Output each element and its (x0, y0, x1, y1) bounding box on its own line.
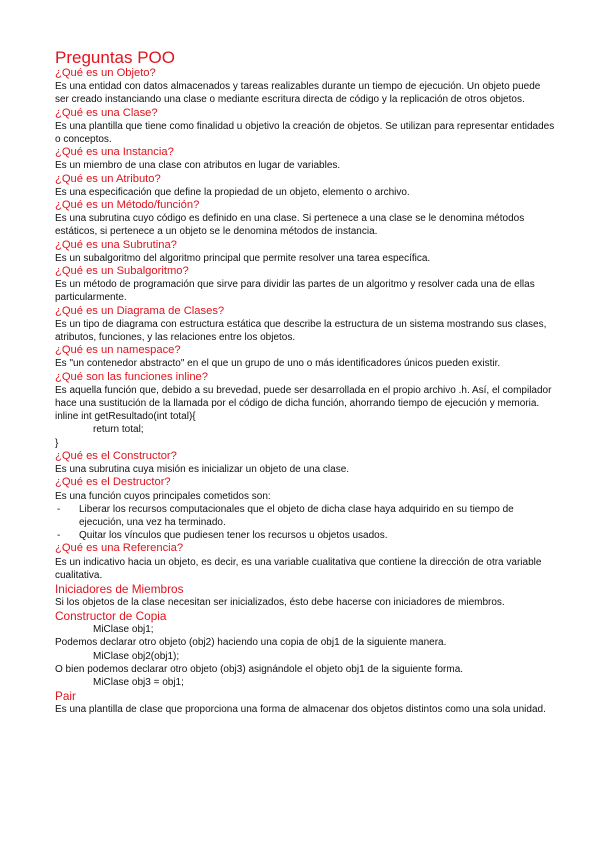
question-heading: ¿Qué es un Atributo? (55, 172, 161, 185)
section-text: Podemos declarar otro objeto (obj2) haciendo una copia de obj1 de la siguiente manera. (55, 637, 447, 649)
section-heading: Constructor de Copia (55, 609, 167, 624)
question-heading: ¿Qué es una Clase? (55, 106, 158, 119)
code-line: return total; (93, 424, 144, 436)
section-text: Si los objetos de la clase necesitan ser inicializados, ésto debe hacerse con iniciadores de miembros. (55, 596, 505, 608)
question-heading: ¿Qué es un namespace? (55, 344, 181, 357)
section-text: Es una plantilla de clase que proporciona una forma de almacenar dos objetos distintos como una sola unidad. (55, 704, 546, 716)
question-heading: ¿Qué es un Diagrama de Clases? (55, 304, 225, 317)
bullet-item (55, 503, 555, 529)
answer-text: Es una subrutina cuya misión es inicializar un objeto de una clase. (55, 464, 350, 476)
answer-text: Es un miembro de una clase con atributos en lugar de variables. (55, 160, 341, 172)
bullet-dash: - (57, 503, 61, 515)
question-subrutina (55, 239, 555, 265)
question-metodo (55, 199, 555, 239)
section-heading: Pair (55, 689, 76, 704)
question-diagrama (55, 305, 555, 345)
section-pair (55, 689, 555, 716)
question-heading: ¿Qué es una Instancia? (55, 146, 174, 159)
code-line: MiClase obj1; (93, 624, 154, 636)
bullet-dash: - (57, 530, 61, 542)
bullet-text: Quitar los vínculos que pudiesen tener los recursos u objetos usados. (79, 530, 388, 542)
answer-text: Es una especificación que define la propiedad de un objeto, elemento o archivo. (55, 186, 410, 198)
bullet-item (55, 529, 555, 542)
question-referencia (55, 542, 555, 582)
code-line: MiClase obj2(obj1); (93, 650, 180, 662)
answer-text: Es "un contenedor abstracto" en el que un grupo de uno o más identificadores únicos pueden existir. (55, 358, 501, 370)
question-heading: ¿Qué es el Constructor? (55, 449, 177, 462)
section-heading: Iniciadores de Miembros (55, 581, 184, 596)
section-text: O bien podemos declarar otro objeto (obj3) asignándole el objeto obj1 de la siguiente forma. (55, 663, 464, 675)
answer-text: Es un subalgoritmo del algoritmo principal que permite resolver una tarea específica. (55, 252, 431, 264)
answer-text: Es un método de programación que sirve para dividir las partes de un algoritmo y resolver cada una de ellas particularmente. (55, 279, 535, 304)
question-inline (55, 371, 555, 450)
question-heading: ¿Qué son las funciones inline? (55, 370, 208, 383)
bullet-text: Liberar los recursos computacionales que el objeto de dicha clase haya adquirido en su tiempo de ejecución, una vez ha terminado. (79, 503, 514, 528)
question-instancia (55, 146, 555, 172)
question-objeto (55, 67, 555, 107)
question-destructor (55, 476, 555, 542)
question-heading: ¿Qué es un Subalgoritmo? (55, 265, 189, 278)
question-heading: ¿Qué es una Subrutina? (55, 238, 177, 251)
question-namespace (55, 344, 555, 370)
question-clase (55, 107, 555, 147)
question-heading: ¿Qué es un Método/función? (55, 199, 200, 212)
answer-text: Es una subrutina cuyo código es definido en una clase. Si pertenece a una clase se le denomina métodos estáticos, si pertenece a un objeto se le denomina métodos de instancia. (55, 213, 525, 238)
question-atributo (55, 173, 555, 199)
question-heading: ¿Qué es el Destructor? (55, 476, 171, 489)
answer-text: Es una plantilla que tiene como finalidad u objetivo la creación de objetos. Se utilizan para representar entidades o conceptos. (55, 120, 555, 146)
answer-text: Es un indicativo hacia un objeto, es decir, es una variable cualitativa que contiene la dirección de otra variable cualitativa. (55, 556, 542, 581)
section-constructor-copia (55, 609, 555, 689)
question-subalgoritmo (55, 265, 555, 305)
answer-text: Es una entidad con datos almacenados y tareas realizables durante un tiempo de ejecución. Un objeto puede ser creado instanciando una clase o mediante escritura directa de código y la replicación de otros objetos. (55, 81, 541, 106)
page-title: Preguntas POO (55, 48, 176, 67)
answer-text: Es un tipo de diagrama con estructura estática que describe la estructura de un sistema mostrando sus clases, atributos, funciones, y las relaciones entre los objetos. (55, 318, 547, 344)
bullet-list (55, 503, 555, 543)
question-heading: ¿Qué es un Objeto? (55, 67, 156, 79)
question-constructor (55, 450, 555, 476)
section-iniciadores (55, 582, 555, 609)
question-heading: ¿Qué es una Referencia? (55, 542, 184, 555)
document-page (55, 49, 555, 716)
answer-text: Es aquella función que, debido a su brevedad, puede ser desarrollada en el propio archivo .h. Así, el compilador hace una sustitución de la llamada por el código de dicha función, ahorrando tiempo de ejecución y memoria. (55, 384, 552, 410)
code-line: MiClase obj3 = obj1; (93, 676, 184, 688)
answer-text: Es una función cuyos principales cometidos son: (55, 490, 271, 502)
code-line: inline int getResultado(int total){ (55, 411, 196, 423)
code-line: } (55, 437, 59, 449)
